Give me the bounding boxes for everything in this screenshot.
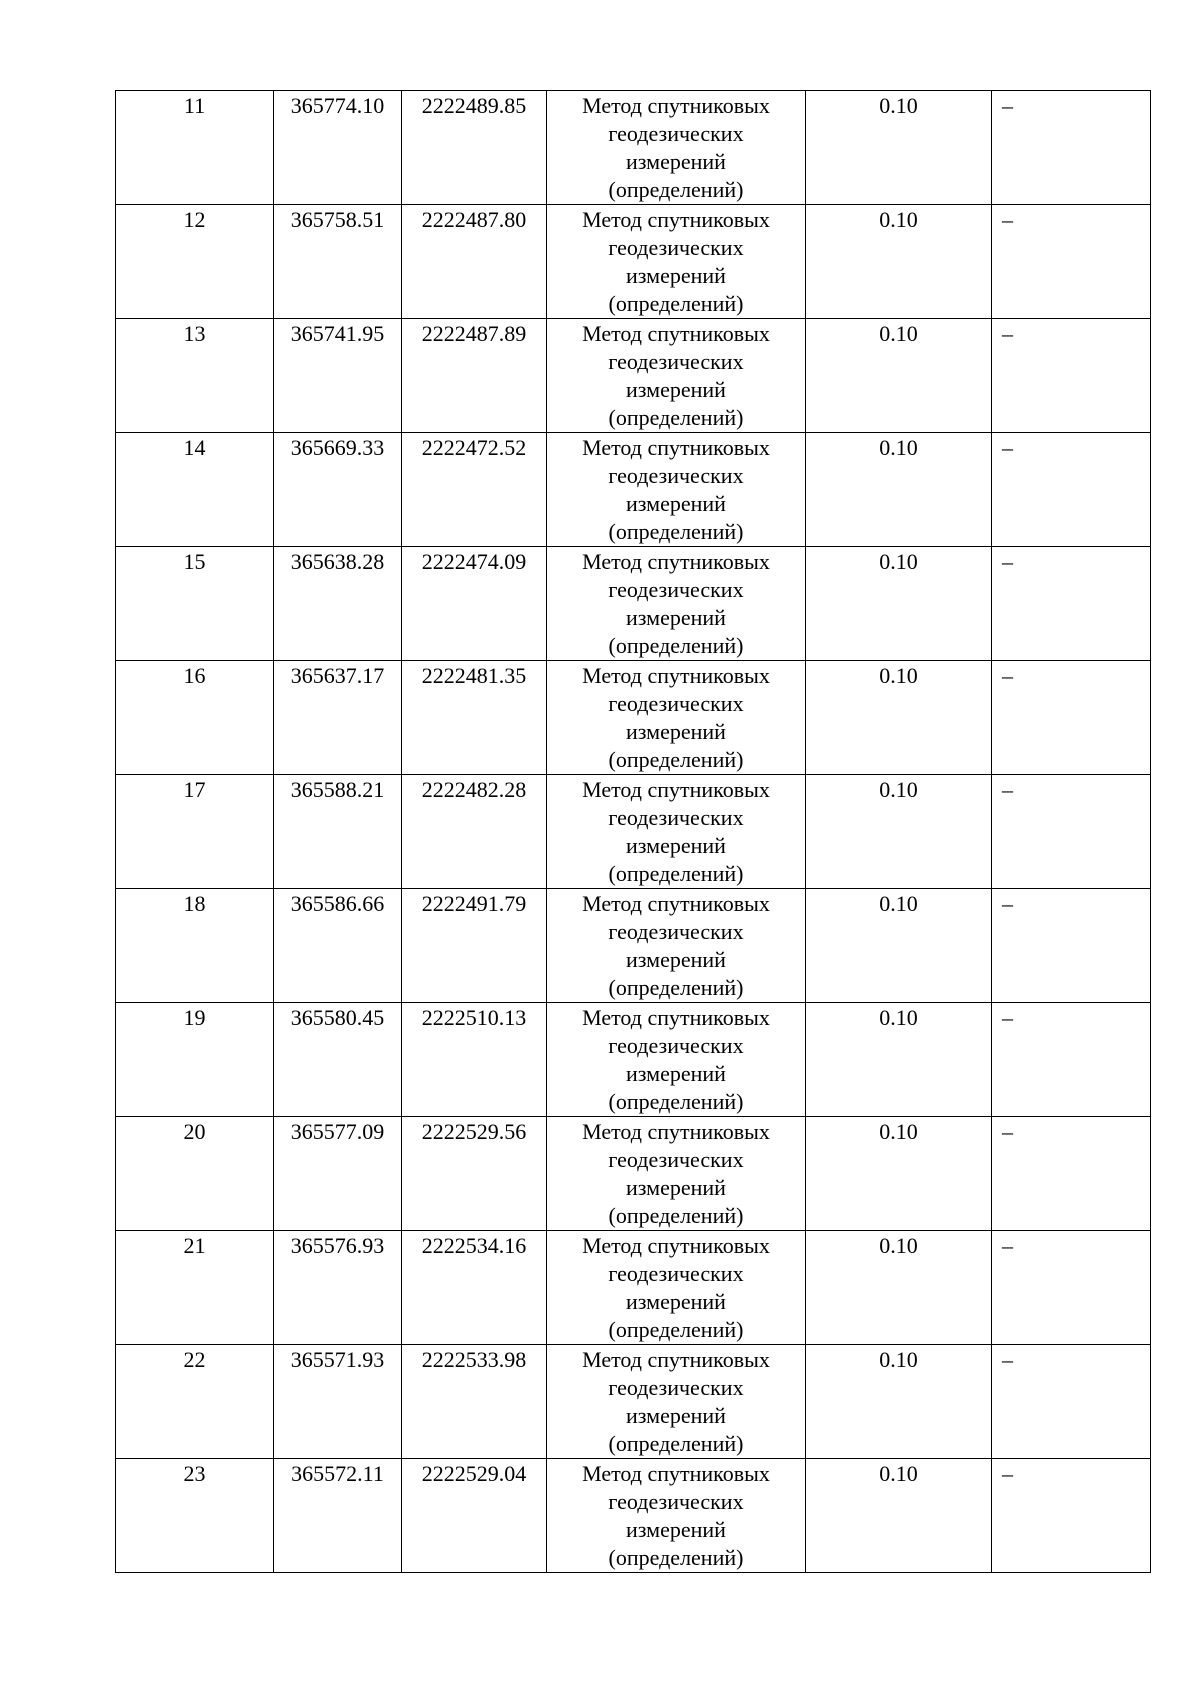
method-line: измерений: [626, 263, 726, 288]
table-row: [116, 547, 1151, 661]
accuracy-cell: 0.10: [806, 433, 992, 547]
method-cell: [547, 1459, 806, 1573]
point-number-cell: 19: [116, 1003, 274, 1117]
method-line: Метод спутниковых: [582, 1347, 770, 1372]
method-line: измерений: [626, 377, 726, 402]
accuracy-cell: 0.10: [806, 205, 992, 319]
x-coordinate-cell: 365774.10: [274, 91, 402, 205]
method-cell: [547, 1117, 806, 1231]
extra-cell: –: [992, 547, 1151, 661]
y-coordinate-cell: 2222491.79: [402, 889, 547, 1003]
extra-cell: –: [992, 775, 1151, 889]
method-line: измерений: [626, 1517, 726, 1542]
accuracy-cell: 0.10: [806, 775, 992, 889]
method-line: (определений): [608, 747, 744, 772]
method-line: измерений: [626, 491, 726, 516]
method-line: геодезических: [608, 919, 744, 944]
method-line: измерений: [626, 1061, 726, 1086]
method-line: Метод спутниковых: [582, 1119, 770, 1144]
x-coordinate-cell: 365741.95: [274, 319, 402, 433]
table-row: [116, 1117, 1151, 1231]
point-number-cell: 20: [116, 1117, 274, 1231]
point-number-cell: 14: [116, 433, 274, 547]
extra-cell: –: [992, 889, 1151, 1003]
method-line: геодезических: [608, 805, 744, 830]
x-coordinate-cell: 365637.17: [274, 661, 402, 775]
method-line: геодезических: [608, 1489, 744, 1514]
accuracy-cell: 0.10: [806, 1117, 992, 1231]
method-line: (определений): [608, 177, 744, 202]
method-cell: [547, 1345, 806, 1459]
method-line: Метод спутниковых: [582, 549, 770, 574]
method-line: измерений: [626, 1289, 726, 1314]
method-line: геодезических: [608, 463, 744, 488]
method-line: (определений): [608, 633, 744, 658]
method-line: (определений): [608, 1317, 744, 1342]
method-line: Метод спутниковых: [582, 777, 770, 802]
accuracy-cell: 0.10: [806, 319, 992, 433]
method-line: (определений): [608, 975, 744, 1000]
x-coordinate-cell: 365586.66: [274, 889, 402, 1003]
extra-cell: –: [992, 661, 1151, 775]
method-line: измерений: [626, 719, 726, 744]
accuracy-cell: 0.10: [806, 889, 992, 1003]
table-row: [116, 1459, 1151, 1573]
y-coordinate-cell: 2222533.98: [402, 1345, 547, 1459]
accuracy-cell: 0.10: [806, 1003, 992, 1117]
method-cell: [547, 433, 806, 547]
method-line: измерений: [626, 833, 726, 858]
x-coordinate-cell: 365572.11: [274, 1459, 402, 1573]
x-coordinate-cell: 365758.51: [274, 205, 402, 319]
point-number-cell: 17: [116, 775, 274, 889]
extra-cell: –: [992, 1117, 1151, 1231]
method-line: геодезических: [608, 1261, 744, 1286]
method-cell: [547, 205, 806, 319]
method-line: (определений): [608, 1545, 744, 1570]
method-line: геодезических: [608, 235, 744, 260]
point-number-cell: 23: [116, 1459, 274, 1573]
method-line: (определений): [608, 291, 744, 316]
method-line: геодезических: [608, 1033, 744, 1058]
table-row: [116, 319, 1151, 433]
x-coordinate-cell: 365576.93: [274, 1231, 402, 1345]
method-cell: [547, 889, 806, 1003]
point-number-cell: 18: [116, 889, 274, 1003]
point-number-cell: 21: [116, 1231, 274, 1345]
table-row: [116, 1231, 1151, 1345]
method-line: геодезических: [608, 121, 744, 146]
method-line: геодезических: [608, 349, 744, 374]
x-coordinate-cell: 365638.28: [274, 547, 402, 661]
method-line: измерений: [626, 149, 726, 174]
y-coordinate-cell: 2222529.56: [402, 1117, 547, 1231]
method-line: (определений): [608, 1203, 744, 1228]
y-coordinate-cell: 2222489.85: [402, 91, 547, 205]
method-line: измерений: [626, 605, 726, 630]
point-number-cell: 15: [116, 547, 274, 661]
x-coordinate-cell: 365577.09: [274, 1117, 402, 1231]
method-line: Метод спутниковых: [582, 1005, 770, 1030]
table-row: [116, 661, 1151, 775]
method-line: геодезических: [608, 1375, 744, 1400]
method-line: измерений: [626, 1175, 726, 1200]
accuracy-cell: 0.10: [806, 1459, 992, 1573]
method-cell: [547, 547, 806, 661]
accuracy-cell: 0.10: [806, 1231, 992, 1345]
point-number-cell: 11: [116, 91, 274, 205]
table-row: [116, 775, 1151, 889]
method-line: (определений): [608, 1431, 744, 1456]
extra-cell: –: [992, 205, 1151, 319]
method-line: измерений: [626, 1403, 726, 1428]
accuracy-cell: 0.10: [806, 661, 992, 775]
method-line: Метод спутниковых: [582, 1461, 770, 1486]
y-coordinate-cell: 2222529.04: [402, 1459, 547, 1573]
method-cell: [547, 1231, 806, 1345]
y-coordinate-cell: 2222472.52: [402, 433, 547, 547]
accuracy-cell: 0.10: [806, 1345, 992, 1459]
method-line: (определений): [608, 861, 744, 886]
table-body: [116, 91, 1151, 1573]
point-number-cell: 22: [116, 1345, 274, 1459]
y-coordinate-cell: 2222474.09: [402, 547, 547, 661]
method-line: геодезических: [608, 691, 744, 716]
method-line: (определений): [608, 405, 744, 430]
extra-cell: –: [992, 91, 1151, 205]
x-coordinate-cell: 365588.21: [274, 775, 402, 889]
point-number-cell: 13: [116, 319, 274, 433]
method-line: Метод спутниковых: [582, 663, 770, 688]
extra-cell: –: [992, 319, 1151, 433]
method-line: геодезических: [608, 1147, 744, 1172]
method-line: (определений): [608, 1089, 744, 1114]
y-coordinate-cell: 2222510.13: [402, 1003, 547, 1117]
x-coordinate-cell: 365580.45: [274, 1003, 402, 1117]
extra-cell: –: [992, 1231, 1151, 1345]
method-line: измерений: [626, 947, 726, 972]
table-row: [116, 91, 1151, 205]
x-coordinate-cell: 365669.33: [274, 433, 402, 547]
extra-cell: –: [992, 1459, 1151, 1573]
method-line: Метод спутниковых: [582, 321, 770, 346]
coordinates-table: [115, 90, 1151, 1573]
extra-cell: –: [992, 1003, 1151, 1117]
accuracy-cell: 0.10: [806, 547, 992, 661]
method-cell: [547, 91, 806, 205]
extra-cell: –: [992, 1345, 1151, 1459]
x-coordinate-cell: 365571.93: [274, 1345, 402, 1459]
method-cell: [547, 775, 806, 889]
y-coordinate-cell: 2222481.35: [402, 661, 547, 775]
y-coordinate-cell: 2222534.16: [402, 1231, 547, 1345]
y-coordinate-cell: 2222482.28: [402, 775, 547, 889]
table-row: [116, 1003, 1151, 1117]
method-line: Метод спутниковых: [582, 891, 770, 916]
method-line: (определений): [608, 519, 744, 544]
method-cell: [547, 1003, 806, 1117]
table-row: [116, 433, 1151, 547]
table-row: [116, 1345, 1151, 1459]
accuracy-cell: 0.10: [806, 91, 992, 205]
method-line: геодезических: [608, 577, 744, 602]
y-coordinate-cell: 2222487.80: [402, 205, 547, 319]
method-line: Метод спутниковых: [582, 93, 770, 118]
method-line: Метод спутниковых: [582, 207, 770, 232]
table-row: [116, 889, 1151, 1003]
extra-cell: –: [992, 433, 1151, 547]
method-cell: [547, 319, 806, 433]
table-row: [116, 205, 1151, 319]
point-number-cell: 16: [116, 661, 274, 775]
method-line: Метод спутниковых: [582, 1233, 770, 1258]
y-coordinate-cell: 2222487.89: [402, 319, 547, 433]
method-cell: [547, 661, 806, 775]
point-number-cell: 12: [116, 205, 274, 319]
method-line: Метод спутниковых: [582, 435, 770, 460]
